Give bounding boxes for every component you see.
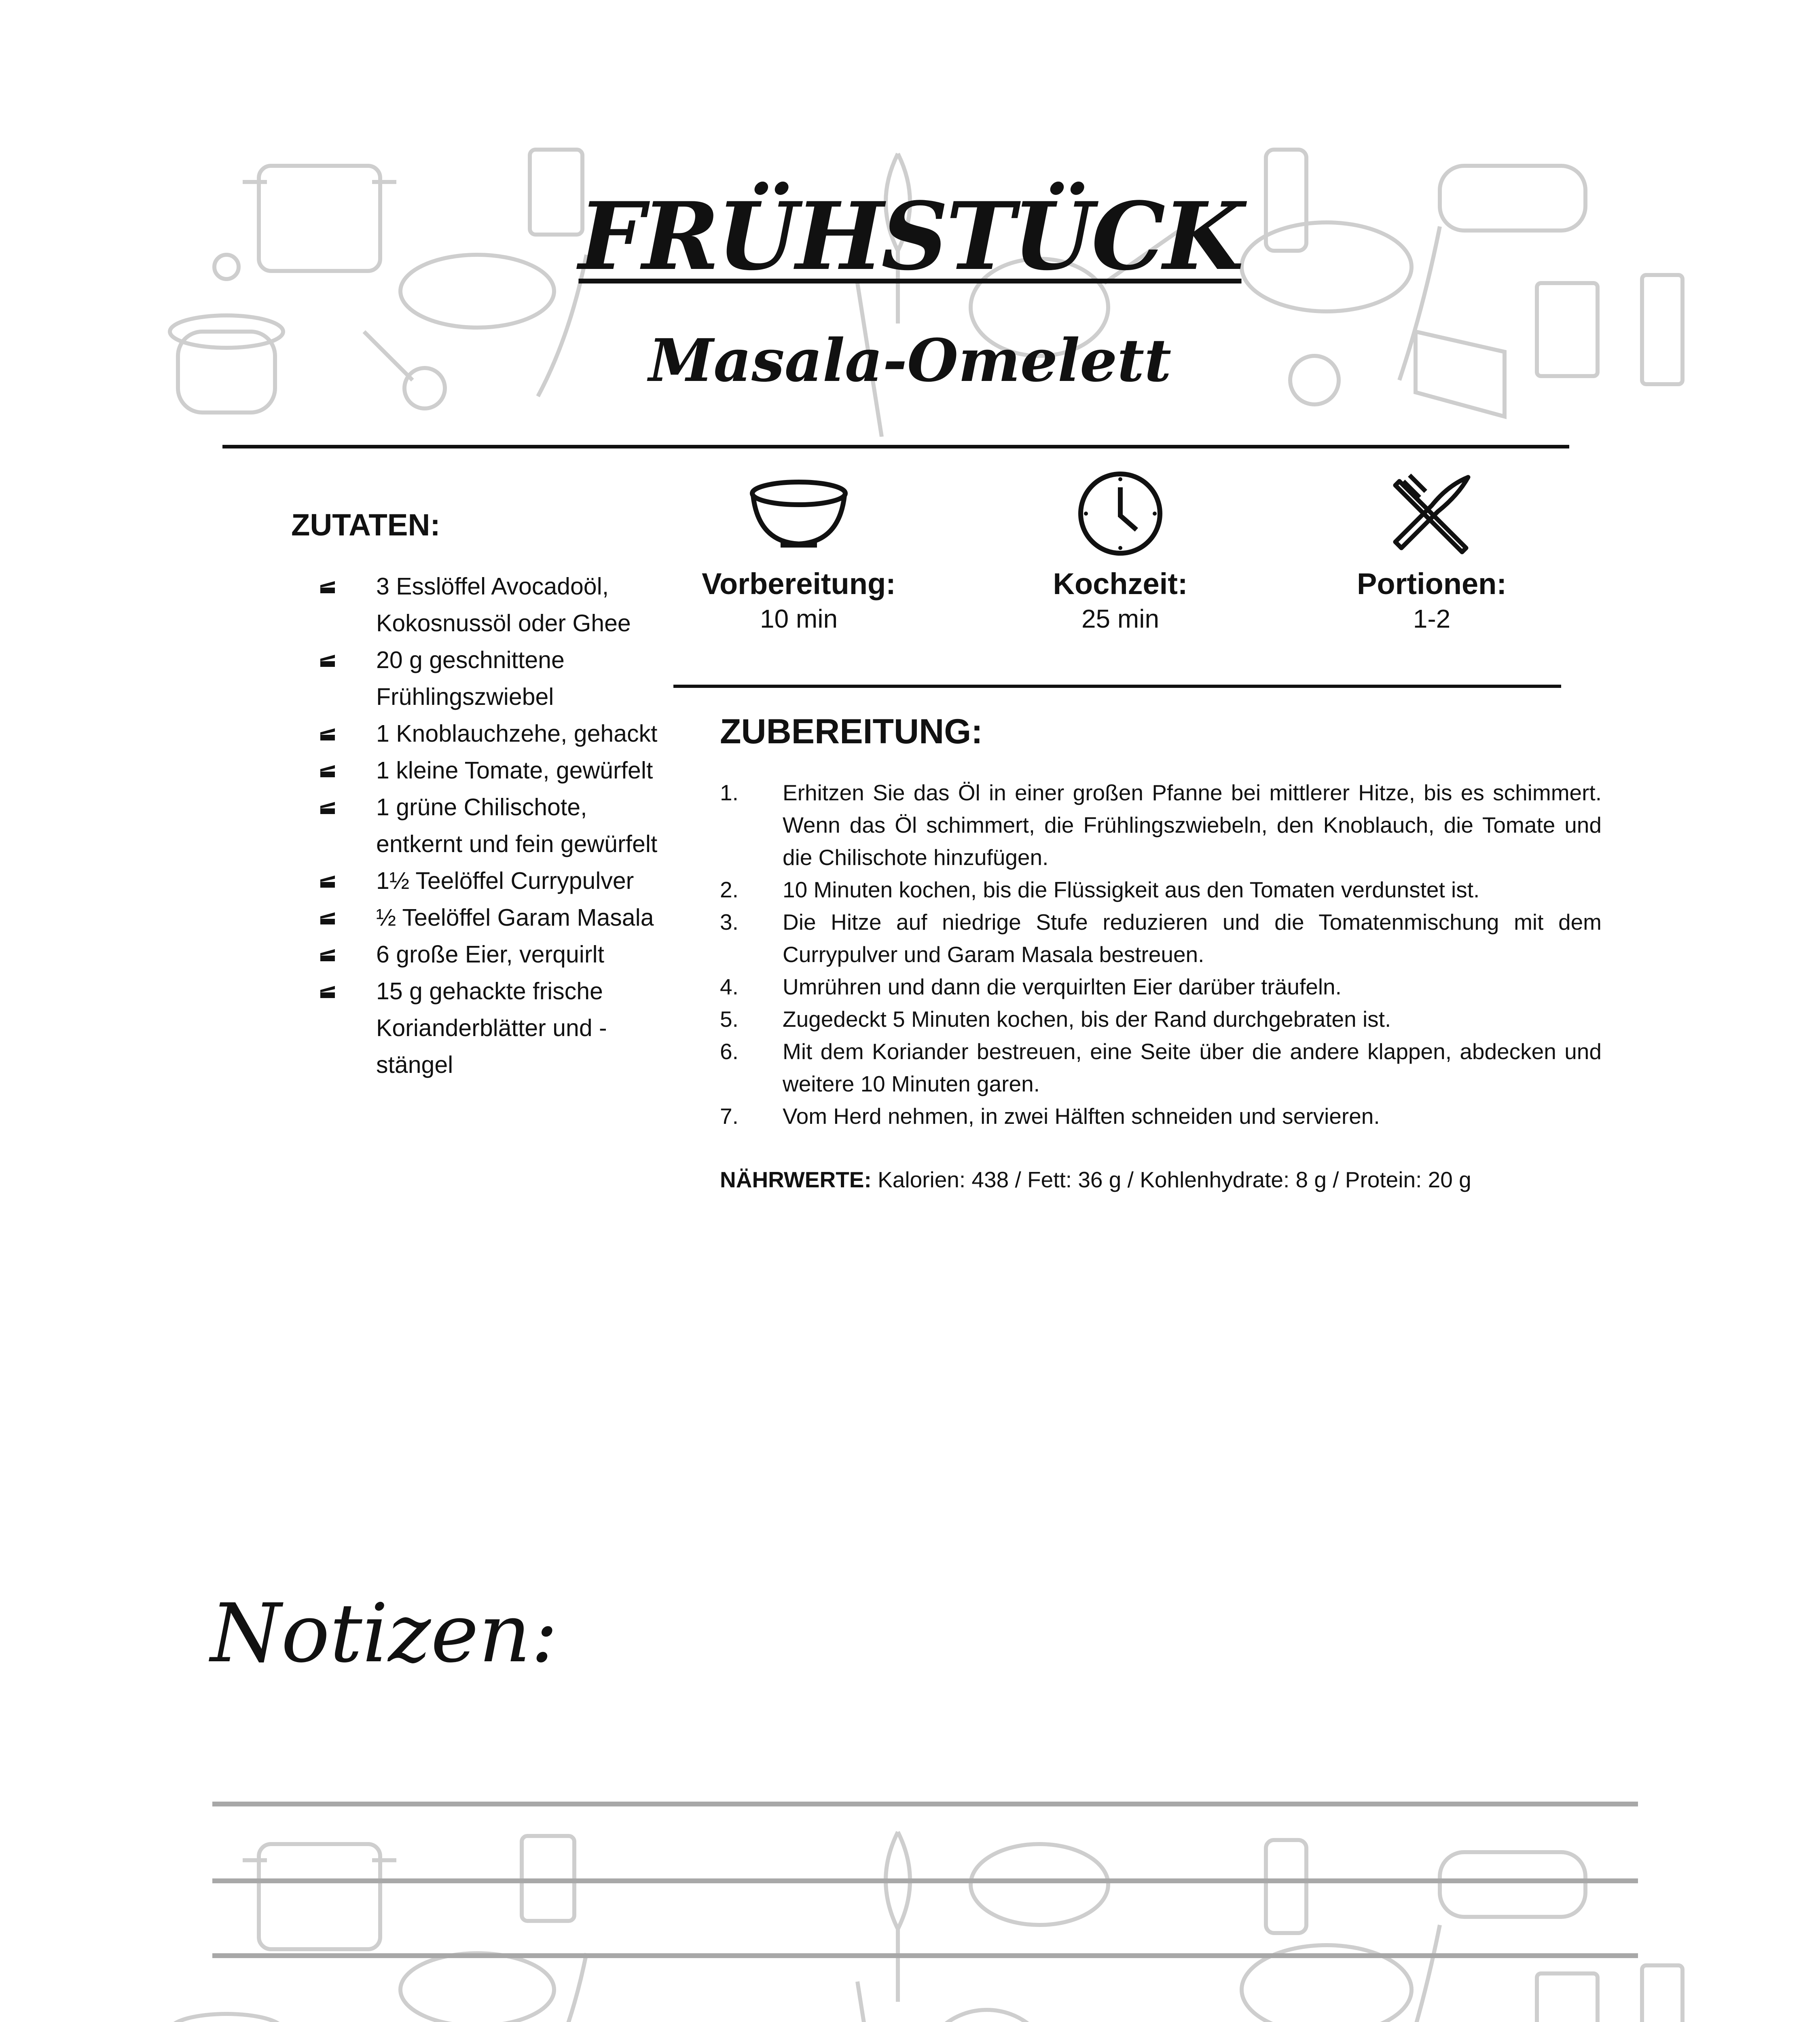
prep-label: Vorbereitung: xyxy=(702,567,896,601)
list-item xyxy=(720,1100,1602,1132)
step-number: 7. xyxy=(720,1104,739,1129)
servings-value: 1-2 xyxy=(1413,604,1451,633)
list-item xyxy=(720,1003,1602,1035)
step-number: 3. xyxy=(720,909,739,935)
pot-bullet-icon xyxy=(320,580,336,593)
list-item xyxy=(320,899,667,936)
nutrition-label: NÄHRWERTE: xyxy=(720,1167,872,1192)
step-text: 10 Minuten kochen, bis die Flüssigkeit aus den Tomaten verdunstet ist. xyxy=(783,877,1480,902)
step-text: Erhitzen Sie das Öl in einer großen Pfanne bei mittlerer Hitze, bis es schimmert. Wenn das Öl schimmert, die Frühlingszwiebeln, den Knoblauch, die Tomate und die Chilischote hinzufügen. xyxy=(783,780,1602,870)
list-item xyxy=(320,973,667,1083)
ingredient-text: 6 große Eier, verquirlt xyxy=(376,941,605,968)
ingredient-text: ½ Teelöffel Garam Masala xyxy=(376,904,654,931)
prep-value: 10 min xyxy=(760,604,838,633)
ingredients-heading: ZUTATEN: xyxy=(291,508,440,542)
note-line[interactable] xyxy=(212,1802,1638,1806)
kitchen-sketch-icons xyxy=(0,1820,1820,2022)
list-item xyxy=(320,715,667,752)
list-item xyxy=(720,1035,1602,1100)
cook-label: Kochzeit: xyxy=(1053,567,1188,601)
list-item xyxy=(320,936,667,973)
list-item xyxy=(320,863,667,899)
page-title xyxy=(0,182,1820,291)
ingredient-text: 20 g geschnittene Frühlingszwiebel xyxy=(376,647,565,710)
clock-icon xyxy=(1076,469,1165,558)
cook-time xyxy=(979,473,1262,636)
list-item xyxy=(720,906,1602,971)
notes-heading: Notizen: xyxy=(210,1586,558,1681)
step-number: 1. xyxy=(720,780,739,805)
list-item xyxy=(720,776,1602,874)
step-text: Zugedeckt 5 Minuten kochen, bis der Rand durchgebraten ist. xyxy=(783,1007,1391,1032)
pot-bullet-icon xyxy=(320,764,336,777)
ingredient-text: 1 Knoblauchzehe, gehackt xyxy=(376,720,658,747)
ingredients-list xyxy=(320,568,667,1083)
step-text: Vom Herd nehmen, in zwei Hälften schneiden und servieren. xyxy=(783,1104,1380,1129)
ingredient-text: 1 grüne Chilischote, entkernt und fein gewürfelt xyxy=(376,794,658,857)
ingredient-text: 1½ Teelöffel Currypulver xyxy=(376,867,634,894)
step-number: 2. xyxy=(720,877,739,902)
list-item xyxy=(320,568,667,642)
pot-bullet-icon xyxy=(320,800,336,814)
ingredient-text: 3 Esslöffel Avocadoöl, Kokosnussöl oder Ghee xyxy=(376,573,631,637)
servings-label: Portionen: xyxy=(1357,567,1507,601)
cook-value: 25 min xyxy=(1081,604,1160,633)
bowl-icon xyxy=(748,473,849,554)
list-item xyxy=(320,642,667,715)
divider-middle xyxy=(673,685,1561,688)
preparation-heading: ZUBEREITUNG: xyxy=(720,712,983,751)
pot-bullet-icon xyxy=(320,874,336,888)
prep-time xyxy=(657,473,940,636)
list-item xyxy=(320,789,667,863)
list-item xyxy=(720,874,1602,906)
step-text: Umrühren und dann die verquirlten Eier darüber träufeln. xyxy=(783,974,1342,999)
pot-bullet-icon xyxy=(320,727,336,740)
nutrition-text: Kalorien: 438 / Fett: 36 g / Kohlenhydrate: 8 g / Protein: 20 g xyxy=(871,1167,1471,1192)
step-text: Die Hitze auf niedrige Stufe reduzieren und die Tomatenmischung mit dem Currypulver und Garam Masala bestreuen. xyxy=(783,909,1602,967)
recipe-title: Masala-Omelett xyxy=(648,326,1172,395)
ingredient-text: 15 g gehackte frische Korianderblätter und -stängel xyxy=(376,978,607,1078)
fork-knife-icon xyxy=(1387,469,1476,558)
preparation-steps xyxy=(720,776,1602,1132)
nutrition-info xyxy=(720,1167,1610,1193)
note-line[interactable] xyxy=(212,1953,1638,1958)
servings xyxy=(1290,473,1573,636)
list-item xyxy=(320,752,667,789)
divider-top xyxy=(222,445,1569,448)
step-number: 6. xyxy=(720,1039,739,1064)
pot-bullet-icon xyxy=(320,948,336,961)
title-text: FRÜHSTÜCK xyxy=(578,182,1242,291)
ingredient-text: 1 kleine Tomate, gewürfelt xyxy=(376,757,653,784)
kitchen-sketch-background-bottom xyxy=(0,1820,1820,2022)
step-number: 5. xyxy=(720,1007,739,1032)
pot-bullet-icon xyxy=(320,911,336,924)
pot-bullet-icon xyxy=(320,984,336,998)
note-line[interactable] xyxy=(212,1878,1638,1883)
pot-bullet-icon xyxy=(320,653,336,667)
step-text: Mit dem Koriander bestreuen, eine Seite über die andere klappen, abdecken und weitere 10 Minuten garen. xyxy=(783,1039,1602,1096)
list-item xyxy=(720,971,1602,1003)
step-number: 4. xyxy=(720,974,739,999)
